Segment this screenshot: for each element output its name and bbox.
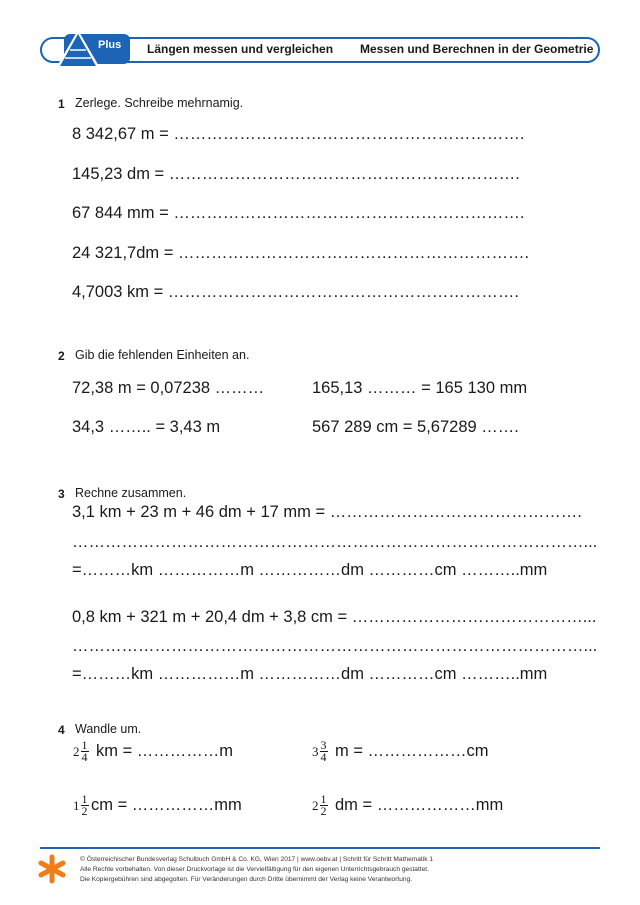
task-number: 2: [58, 349, 65, 363]
logo-text: Plus: [98, 39, 122, 51]
numerator: 3: [320, 738, 327, 752]
task-instruction: Wandle um.: [75, 722, 142, 736]
task-instruction: Zerlege. Schreibe mehrnamig.: [75, 96, 244, 110]
denominator: 2: [81, 804, 88, 818]
task-instruction: Gib die fehlenden Einheiten an.: [75, 348, 250, 362]
rights-line: Alle Rechte vorbehalten. Von dieser Druckvorlage ist die Vervielfältigung für den eigenen Unterrichtsgebrauch gestattet.: [80, 866, 429, 873]
exercise-item: 72,38 m = 0,07238 ………: [72, 379, 265, 397]
exercise-item: 567 289 cm = 5,67289 …….: [312, 418, 519, 436]
conversion-item: cm = ……………mm: [91, 796, 242, 814]
task-number: 1: [58, 97, 65, 111]
numerator: 1: [81, 792, 88, 806]
mixed-number: [312, 740, 328, 763]
publisher-logo: [52, 26, 132, 72]
exercise-line: …………………………………………………………………………………...: [72, 637, 598, 655]
chapter-title: Messen und Berechnen in der Geometrie: [360, 42, 594, 56]
whole-part: 3: [312, 743, 319, 759]
exercise-line: =………km ……………m ……………dm …………cm ………..mm: [72, 561, 548, 579]
exercise-line: 3,1 km + 23 m + 46 dm + 17 mm = ……………………………………….: [72, 503, 582, 521]
exercise-item: 165,13 ……… = 165 130 mm: [312, 379, 528, 397]
whole-part: 1: [73, 797, 80, 813]
exercise-line: 145,23 dm = ……………………………………………………….: [72, 165, 520, 183]
copyright-line: © Österreichischer Bundesverlag Schulbuch GmbH & Co. KG, Wien 2017 | www.oebv.at | Schritt für Schritt Mathematik 1: [80, 856, 434, 863]
exercise-line: 67 844 mm = ……………………………………………………….: [72, 204, 525, 222]
footer-divider: [40, 847, 600, 849]
conversion-item: km = ……………m: [96, 742, 234, 760]
fees-line: Die Kopiergebühren sind abgegolten. Für Veränderungen durch Dritte übernimmt der Verlag keine Verantwortung.: [80, 876, 413, 883]
mixed-number: [73, 740, 89, 763]
topic-title: Längen messen und vergleichen: [147, 42, 334, 56]
exercise-line: …………………………………………………………………………………...: [72, 533, 598, 551]
mixed-number: [73, 794, 89, 817]
denominator: 4: [320, 750, 327, 764]
denominator: 4: [81, 750, 88, 764]
denominator: 2: [320, 804, 327, 818]
exercise-line: 0,8 km + 321 m + 20,4 dm + 3,8 cm = ……………………………………...: [72, 608, 597, 626]
numerator: 1: [81, 738, 88, 752]
task-number: 3: [58, 487, 65, 501]
conversion-item: m = ………………cm: [335, 742, 489, 760]
task-instruction: Rechne zusammen.: [75, 486, 187, 500]
whole-part: 2: [312, 797, 319, 813]
exercise-line: 8 342,67 m = ……………………………………………………….: [72, 125, 525, 143]
numerator: 1: [320, 792, 327, 806]
conversion-item: dm = ………………mm: [335, 796, 504, 814]
task-number: 4: [58, 723, 65, 737]
exercise-line: 24 321,7dm = ……………………………………………………….: [72, 244, 530, 262]
exercise-line: =………km ……………m ……………dm …………cm ………..mm: [72, 665, 548, 683]
whole-part: 2: [73, 743, 80, 759]
exercise-item: 34,3 …….. = 3,43 m: [72, 418, 221, 436]
mixed-number: [312, 794, 328, 817]
exercise-line: 4,7003 km = ……………………………………………………….: [72, 283, 519, 301]
oebv-logo-icon: [38, 854, 66, 884]
